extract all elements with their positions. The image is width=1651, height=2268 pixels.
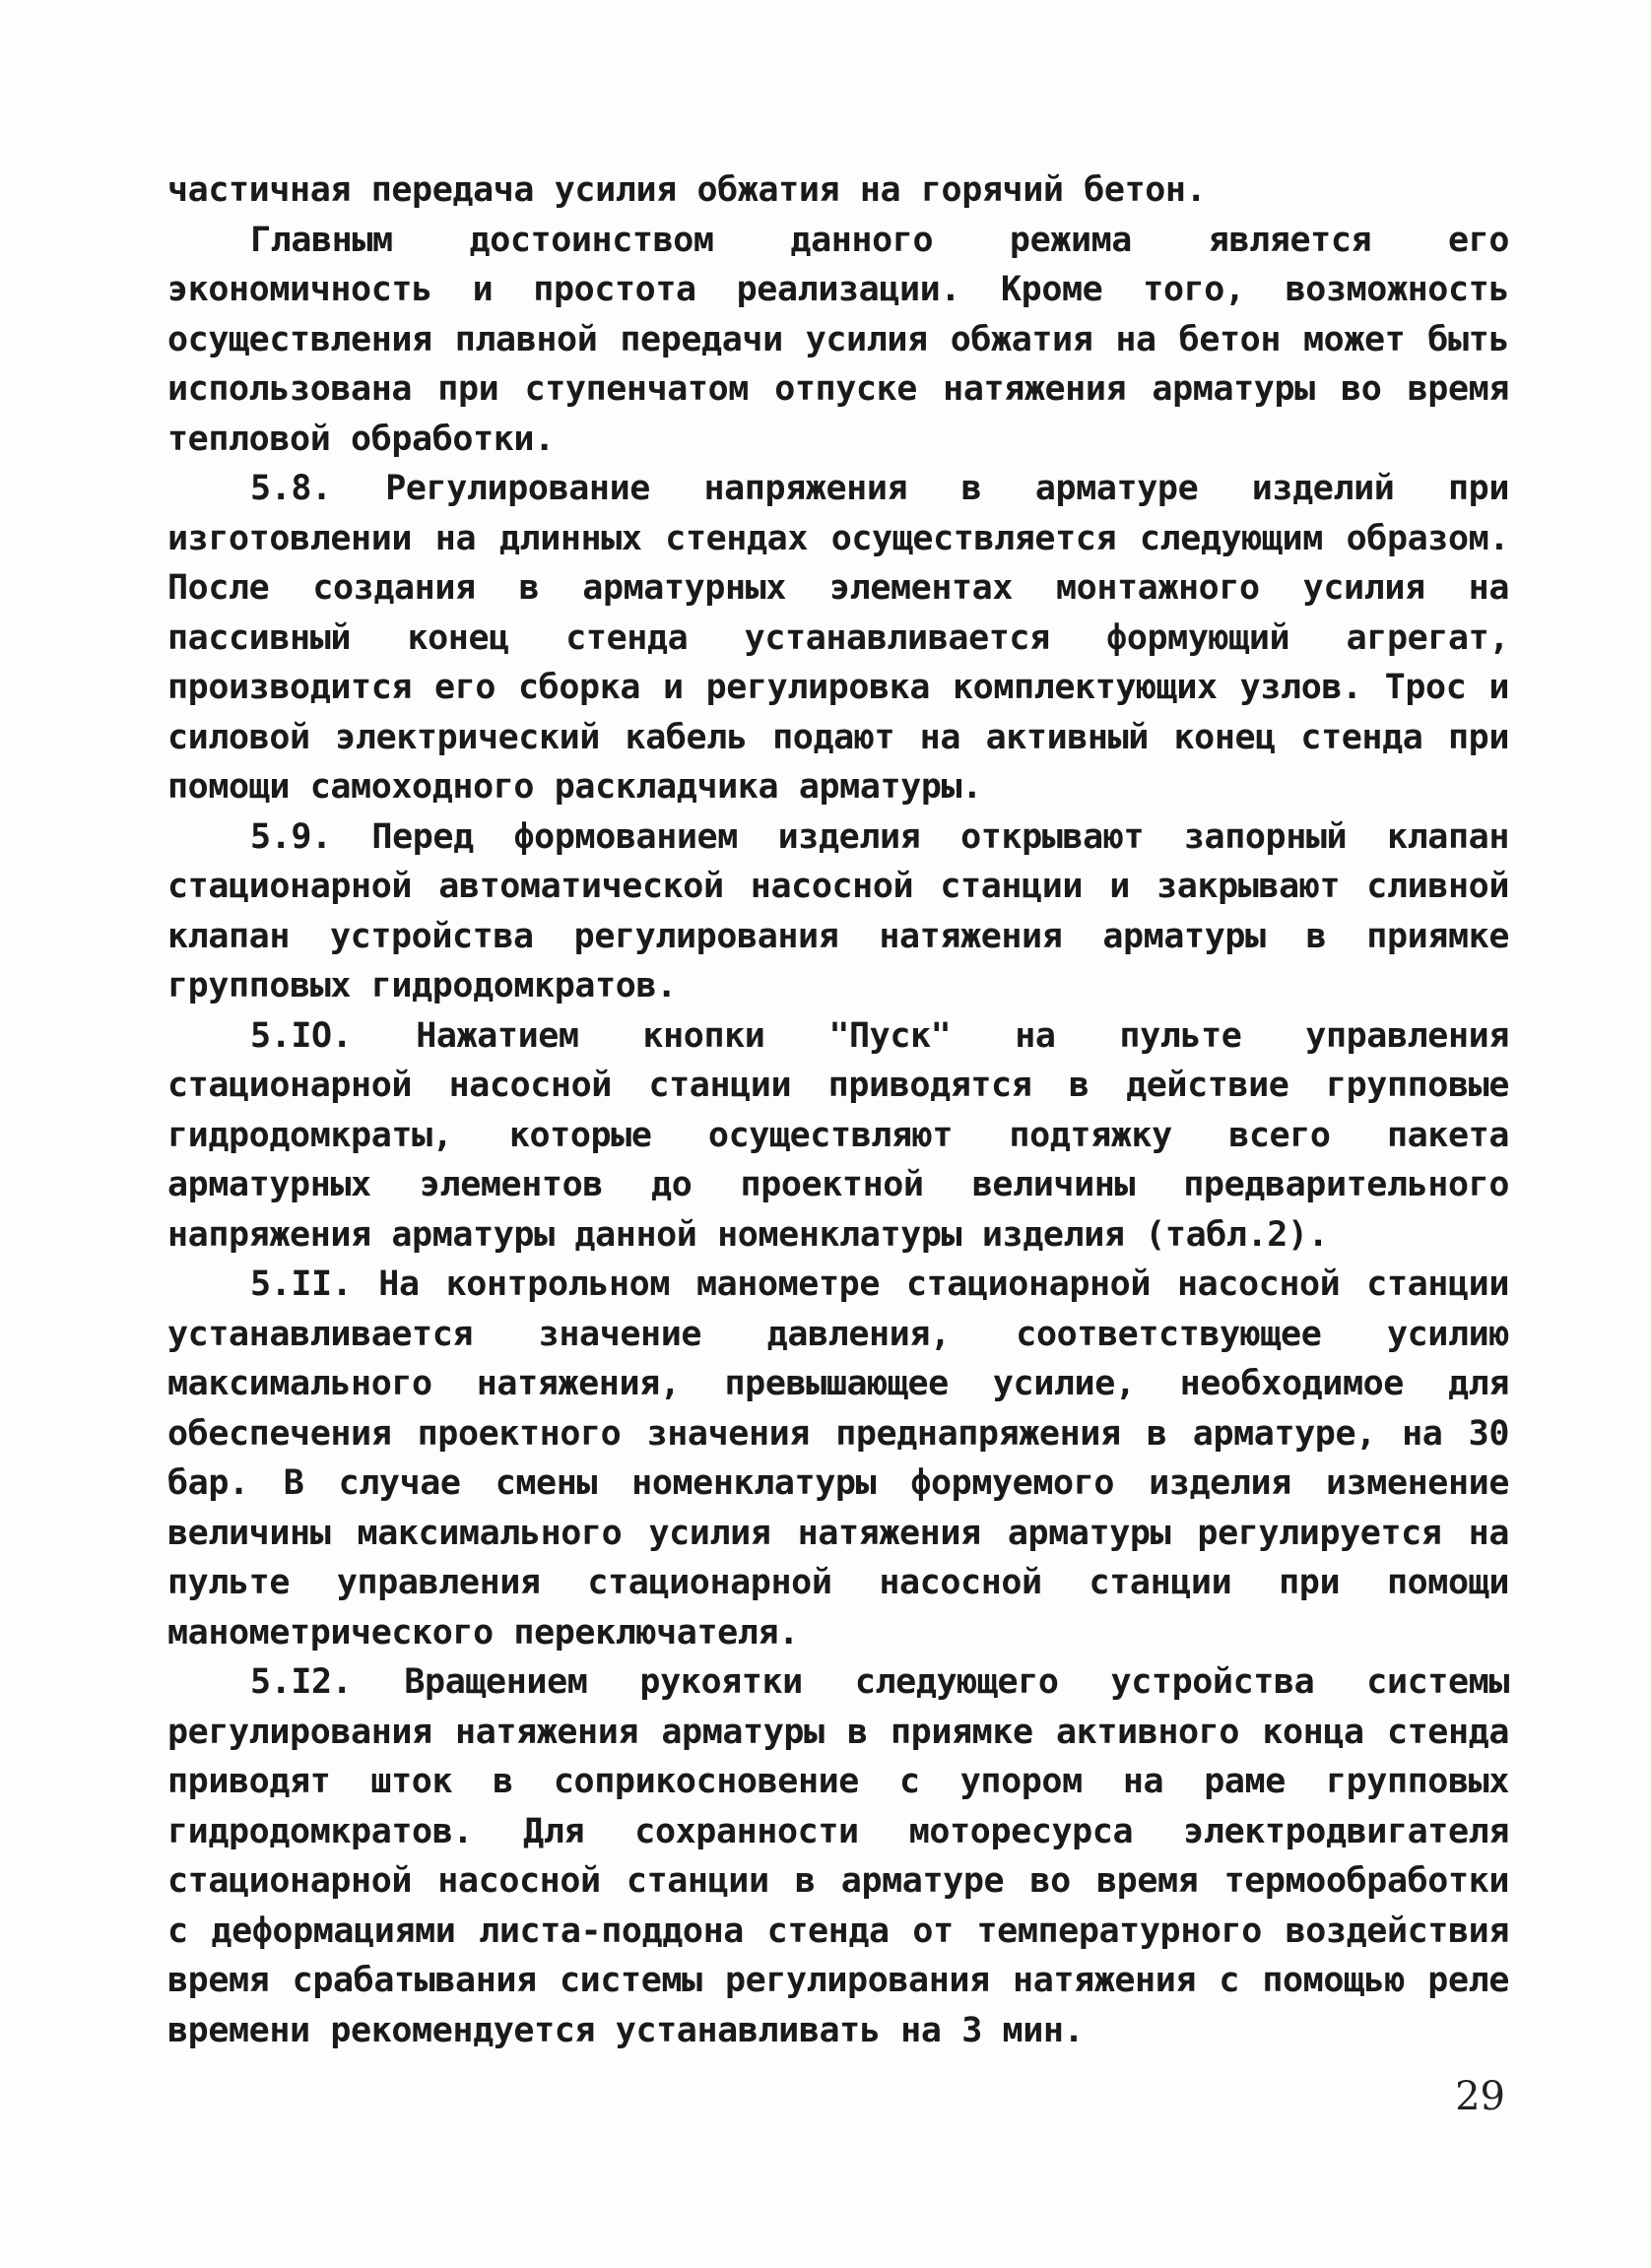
page-number: 29 [1455, 2074, 1505, 2119]
paragraph-5-9: 5.9. Перед формованием изделия открывают запорный клапан стационарной автоматической насосной станции и закрывают сливной клапан устройства регулирования натяжения арматуры в приямке групповых гидродомкратов. [167, 816, 1509, 1005]
paragraph-5-12: 5.I2. Вращением рукоятки следующего устройства системы регулирования натяжения арматуры в приямке активного конца стенда приводят шток в соприкосновение с упором на раме групповых гидродомкратов. Для сохранности моторесурса электродвигателя стационарной насосной станции в арматуре во время термообработки с деформациями листа-поддона стенда от температурного воздействия время срабатывания системы регулирования натяжения с помощью реле времени рекомендуется устанавливать на 3 мин. [167, 1662, 1509, 2050]
paragraph-continuation: частичная передача усилия обжатия на горячий бетон. [167, 170, 1207, 210]
body-text [167, 165, 1509, 2055]
paragraph-5-10: 5.IO. Нажатием кнопки "Пуск" на пульте управления стационарной насосной станции приводятся в действие групповые гидродомкраты, которые осуществляют подтяжку всего пакета арматурных элементов до проектной величины предварительного напряжения арматуры данной номенклатуры изделия (табл.2). [167, 1015, 1509, 1255]
paragraph-mode-advantages: Главным достоинством данного режима является его экономичность и простота реализации. Кроме того, возможность осуществления плавной передачи усилия обжатия на бетон может быть использована при ступенчатом отпуске натяжения арматуры во время тепловой обработки. [167, 220, 1509, 459]
paragraph-5-11: 5.II. На контрольном манометре стационарной насосной станции устанавливается значение давления, соответствующее усилию максимального натяжения, превышающее усилие, необходимое для обеспечения проектного значения преднапряжения в арматуре, на 30 бар. В случае смены номенклатуры формуемого изделия изменение величины максимального усилия натяжения арматуры регулируется на пульте управления стационарной насосной станции при помощи манометрического переключателя. [167, 1264, 1509, 1652]
paragraph-5-8: 5.8. Регулирование напряжения в арматуре изделий при изготовлении на длинных стендах осуществляется следующим образом. После создания в арматурных элементах монтажного усилия на пассивный конец стенда устанавливается формующий агрегат, производится его сборка и регулировка комплектующих узлов. Трос и силовой электрический кабель подают на активный конец стенда при помощи самоходного раскладчика арматуры. [167, 469, 1509, 807]
